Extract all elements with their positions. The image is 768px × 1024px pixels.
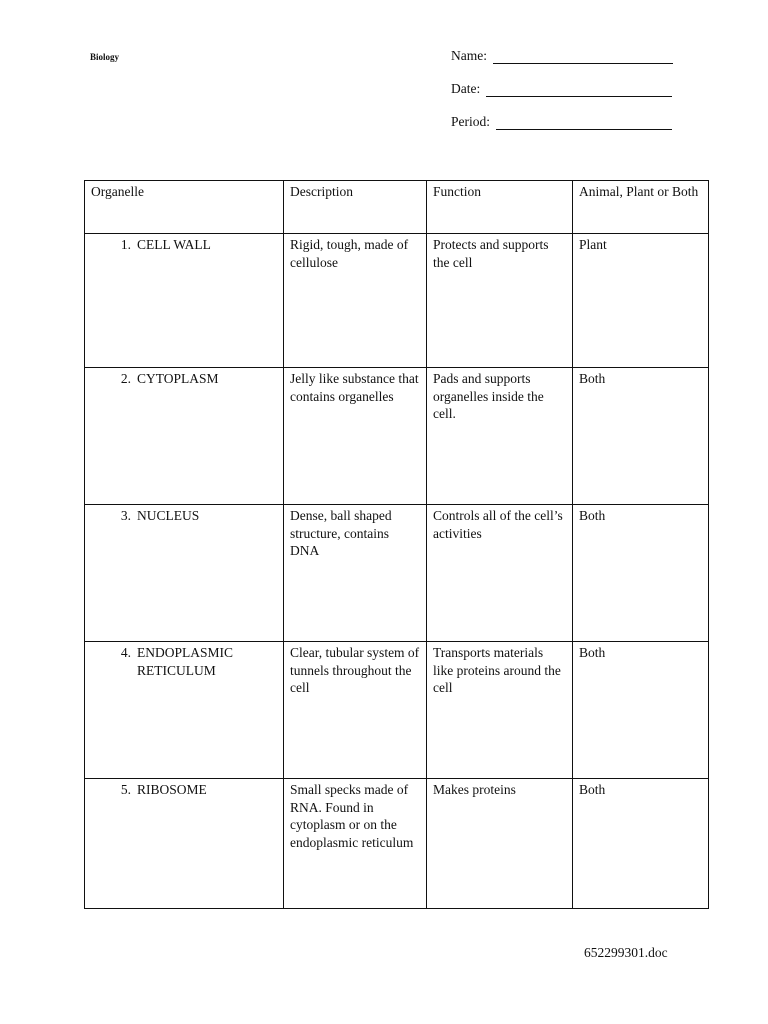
function-cell: Controls all of the cell’s activities <box>427 505 573 642</box>
period-blank-line[interactable] <box>496 115 672 130</box>
organelle-name: RIBOSOME <box>137 782 207 797</box>
organelle-cell <box>85 505 284 642</box>
date-field[interactable] <box>451 81 672 97</box>
organelle-cell <box>85 779 284 909</box>
organelle-cell <box>85 234 284 368</box>
organelle-cell <box>85 368 284 505</box>
table-row <box>85 368 709 505</box>
organelle-name: NUCLEUS <box>137 508 200 523</box>
type-cell: Both <box>573 368 709 505</box>
name-field[interactable] <box>451 48 673 64</box>
table-row <box>85 642 709 779</box>
row-number: 1. <box>120 237 131 252</box>
organelle-name: ENDOPLASMIC RETICULUM <box>137 645 234 678</box>
period-field[interactable] <box>451 114 672 130</box>
period-label: Period: <box>451 114 490 129</box>
function-cell: Makes proteins <box>427 779 573 909</box>
table-row <box>85 505 709 642</box>
description-cell: Rigid, tough, made of cellulose <box>284 234 427 368</box>
document-filename: 652299301.doc <box>584 945 668 960</box>
name-label: Name: <box>451 48 487 63</box>
table-header-row <box>85 181 709 234</box>
organelle-table <box>84 180 709 909</box>
type-cell: Both <box>573 779 709 909</box>
organelle-cell <box>85 642 284 779</box>
date-label: Date: <box>451 81 481 96</box>
function-cell: Pads and supports organelles inside the cell. <box>427 368 573 505</box>
description-cell: Dense, ball shaped structure, contains DNA <box>284 505 427 642</box>
function-cell: Protects and supports the cell <box>427 234 573 368</box>
name-blank-line[interactable] <box>493 49 673 64</box>
type-cell: Both <box>573 505 709 642</box>
row-number: 3. <box>120 508 131 523</box>
column-header-organelle: Organelle <box>85 181 284 234</box>
type-cell: Both <box>573 642 709 779</box>
column-header-description: Description <box>284 181 427 234</box>
subject-label: Biology <box>90 52 120 62</box>
table-row <box>85 234 709 368</box>
table-row <box>85 779 709 909</box>
description-cell: Clear, tubular system of tunnels throughout the cell <box>284 642 427 779</box>
description-cell: Jelly like substance that contains organelles <box>284 368 427 505</box>
row-number: 2. <box>120 371 131 386</box>
row-number: 4. <box>120 645 131 660</box>
row-number: 5. <box>120 782 131 797</box>
type-cell: Plant <box>573 234 709 368</box>
organelle-name: CYTOPLASM <box>137 371 219 386</box>
date-blank-line[interactable] <box>486 82 672 97</box>
column-header-function: Function <box>427 181 573 234</box>
organelle-name: CELL WALL <box>137 237 211 252</box>
description-cell: Small specks made of RNA. Found in cytoplasm or on the endoplasmic reticulum <box>284 779 427 909</box>
column-header-type: Animal, Plant or Both <box>573 181 709 234</box>
function-cell: Transports materials like proteins around the cell <box>427 642 573 779</box>
